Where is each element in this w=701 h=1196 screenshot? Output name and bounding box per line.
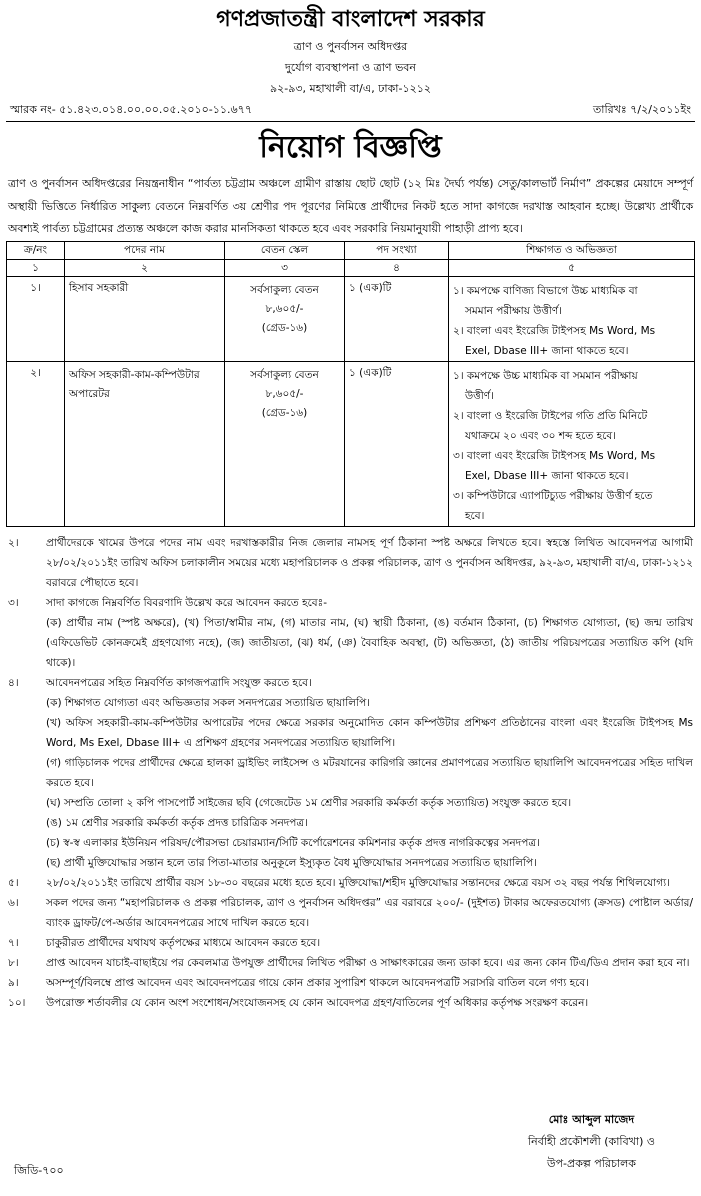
note-number: ৪। [8, 676, 19, 689]
intro-paragraph: ত্রাণ ও পুনর্বাসন অধিদপ্তরের নিয়ন্ত্রনাধীন “পার্বত্য চট্টগ্রাম অঞ্চলে গ্রামীণ রাস্তায় ছোট ছোট (১২ মিঃ দৈর্ঘ্য পর্যন্ত) সেতু/কালভার্ট নির্মাণ” প্রকল্পের মেয়াদে সম্পূর্ণ অস্থায়ী ভিত্তিতে নির্ধারিত সাকুল্য বেতনে নিম্নবর্ণিত ৩য় শ্রেণীর পদ পূরণের নিমিত্তে প্রার্থীদের নিকট হতে সাদা কাগজে দরখাস্ত আহবান হচ্ছে। উল্লেখ্য প্রার্থীকে অবশ্যই পার্বত্য চট্টগ্রামের প্রত্যন্ত অঞ্চলে কাজ করার মানসিকতা থাকতে হবে এবং সরকারি নিয়মানুযায়ী পাহাড়ী প্রাপ্য হবে। [8, 177, 693, 235]
qualification-line: যথাক্রমে ২০ এবং ৩০ শব্দ হতে হবে। [465, 429, 616, 442]
posts-table [6, 241, 695, 527]
column-number: ৪ [345, 259, 449, 276]
note-text: (ঙ) ১ম শ্রেণীর সরকারি কর্মকর্তা কর্তৃক প্রদত্ত চারিত্রিক সনদপত্র। [46, 816, 308, 829]
qualification-line: Exel, Dbase III+ জানা থাকতে হবে। [465, 469, 629, 482]
list-item [6, 973, 695, 993]
note-text: (গ) গাড়িচালক পদের প্রার্থীদের ক্ষেত্রে হালকা ড্রাইভিং লাইসেন্স ও মটরযানের কারিগরি জ্ঞানের প্রমাণপত্রের সত্যায়িত ছায়ালিপি আবেদনপত্রের সহিত দাখিল করতে হবে। [46, 756, 693, 789]
table-header-row [7, 241, 695, 259]
list-item [6, 593, 695, 673]
note-text: সাদা কাগজে নিম্নবর্ণিত বিবরণাদি উল্লেখ করে আবেদন করতে হবেঃ- [46, 596, 328, 609]
list-item [6, 953, 695, 973]
note-number: ৫। [8, 876, 19, 889]
note-text: উপরোক্ত শর্তাবলীর যে কোন অংশ সংশোধন/সংযোজনসহ যে কোন আবেদপত্র গ্রহণ/বাতিলের পূর্ণ অধিকার কর্তৃপক্ষ সংরক্ষণ করেন। [46, 996, 589, 1009]
list-item [6, 993, 695, 1013]
salary-label: সর্বসাকুল্য বেতন [250, 283, 319, 296]
salary-grade: (গ্রেড-১৬) [261, 406, 308, 419]
list-item [6, 933, 695, 953]
government-title: গণপ্রজাতন্ত্রী বাংলাদেশ সরকার [216, 7, 485, 32]
row-salary [225, 276, 345, 361]
row-salary [225, 361, 345, 526]
note-body [46, 933, 695, 953]
notice-title: নিয়োগ বিজ্ঞপ্তি [259, 130, 442, 165]
note-text: (ছ) প্রার্থী মুক্তিযোদ্ধার সন্তান হলে তার পিতা-মাতার অনুকূলে ইস্যুকৃত বৈধ মুক্তিযোদ্ধার সনদপত্রের সত্যায়িত ছায়ালিপি। [46, 856, 537, 869]
note-text: প্রার্থীদেরকে খামের উপরে পদের নাম এবং দরখাস্তকারীর নিজ জেলার নামসহ পূর্ণ ঠিকানা স্পষ্ট অক্ষরে লিখতে হবে। স্বহস্তে লিখিত আবেদনপত্র আগামী ২৮/০২/২০১১ইং তারিখ অফিস চলাকালীন সময়ের মধ্যে মহাপরিচালক ও প্রকল্প পরিচালক, ত্রাণ ও পুনর্বাসন অধিদপ্তর, ৯২-৯৩, মহাখালী বা/এ, ঢাকা-১২১২ বরাবরে পৌছাতে হবে। [46, 536, 693, 589]
row-post-count: ১ (এক)টি [345, 276, 449, 361]
row-qualification [449, 361, 695, 526]
qualification-line: Exel, Dbase III+ জানা থাকতে হবে। [465, 344, 629, 357]
note-text: (ঘ) সম্প্রতি তোলা ২ কপি পাসপোর্ট সাইজের ছবি (গেজেটেড ১ম শ্রেণীর সরকারি কর্মকর্তা কর্তৃক সত্যায়িত) সংযুক্ত করতে হবে। [46, 796, 572, 809]
header-divider [6, 121, 695, 122]
note-number: ৩। [8, 596, 19, 609]
signature-block [528, 1109, 655, 1175]
note-number: ২। [8, 536, 19, 549]
row-post-name: হিসাব সহকারী [65, 276, 225, 361]
note-body [46, 893, 695, 933]
column-number-row [7, 259, 695, 276]
list-item [6, 533, 695, 593]
note-body [46, 673, 695, 873]
qualification-line: উত্তীর্ণ। [465, 389, 494, 402]
note-body [46, 993, 695, 1013]
header-serial: ক্র/নং [7, 241, 65, 259]
qualification-line: ১। কমপক্ষে বাণিজ্য বিভাগে উচ্চ মাধ্যমিক বা [453, 284, 638, 297]
note-text: চাকুরীরত প্রার্থীদের যথাযথ কর্তৃপক্ষের মাধ্যমে আবেদন করতে হবে। [46, 936, 321, 949]
note-body [46, 873, 695, 893]
qualification-line: ১। কমপক্ষে উচ্চ মাধ্যমিক বা সমমান পরীক্ষায় [453, 369, 638, 382]
note-number: ৮। [8, 956, 19, 969]
note-number: ৯। [8, 976, 19, 989]
note-text: (চ) স্ব-স্ব এলাকার ইউনিয়ন পরিষদ/পৌরসভা চেয়ারম্যান/সিটি কর্পোরেশনের কমিশনার কর্তৃক প্রদত্ত নাগরিকত্বের সনদপত্র। [46, 836, 540, 849]
note-body [46, 973, 695, 993]
note-text: অসম্পূর্ণ/বিলম্বে প্রাপ্ত আবেদন এবং আবেদনপত্রের গায়ে কোন প্রকার সুপারিশ থাকলে আবেদনপত্রটি সরাসরি বাতিল বলে গণ্য হবে। [46, 976, 589, 989]
qualification-line: ৩। কম্পিউটারে এ্যাপটিচ্যুড পরীক্ষায় উত্তীর্ণ হতে [453, 489, 653, 502]
reference-row [6, 100, 695, 120]
salary-amount: ৮,৬০৫/- [265, 302, 304, 315]
building-name: দুর্যোগ ব্যবস্থাপনা ও ত্রাণ ভবন [285, 61, 416, 74]
qualification-line: ২। বাংলা ও ইংরেজি টাইপের গতি প্রতি মিনিটে [453, 409, 648, 422]
note-text: (খ) অফিস সহকারী-কাম-কম্পিউটার অপারেটর পদের ক্ষেত্রে সরকার অনুমোদিত কোন কম্পিউটার প্রশিক্ষণ প্রতিষ্ঠানের বাংলা এবং ইংরেজি টাইপসহ Ms Word, Ms Exel, Dbase III+ এ প্রশিক্ষণ গ্রহণের সনদপত্রের সত্যায়িত ছায়ালিপি। [46, 716, 693, 749]
row-serial: ১। [7, 276, 65, 361]
row-post-count: ১ (এক)টি [345, 361, 449, 526]
note-text: সকল পদের জন্য “মহাপরিচালক ও প্রকল্প পরিচালক, ত্রাণ ও পুনর্বাসন অধিদপ্তর” এর বরাবরে ২০০/- (দুইশত) টাকার অফেরতযোগ্য (ক্রসড) পোষ্টাল অর্ডার/ব্যাংক ড্রাফট/পে-অর্ডার আবেদনপত্রের সাথে দাখিল করতে হবে। [46, 896, 693, 929]
column-number: ৫ [449, 259, 695, 276]
note-number: ৬। [8, 896, 19, 909]
note-number: ৭। [8, 936, 19, 949]
list-item [6, 873, 695, 893]
memo-number: স্মারক নং- ৫১.৪২৩.০১৪.০০.০০.০৫.২০১০-১১.৬৭৭ [10, 103, 252, 116]
salary-amount: ৮,৬০৫/- [265, 387, 304, 400]
note-body [46, 953, 695, 973]
qualification-line: হবে। [465, 509, 485, 522]
note-text: ২৮/০২/২০১১ইং তারিখে প্রার্থীর বয়স ১৮-৩০ বছরের মধ্যে হতে হবে। মুক্তিযোদ্ধা/শহীদ মুক্তিযোদ্ধার সন্তানদের ক্ষেত্রে বয়স ৩২ বছর পর্যন্ত শিথিলযোগ্য। [46, 876, 670, 889]
note-number: ১০। [8, 996, 26, 1009]
table-row [7, 276, 695, 361]
note-body [46, 533, 695, 593]
column-number: ২ [65, 259, 225, 276]
gd-number: জিডি-৭০০ [14, 1164, 64, 1177]
salary-label: সর্বসাকুল্য বেতন [250, 368, 319, 381]
signatory-designation: নির্বাহী প্রকৌশলী (কাবিখা) ও [527, 1135, 655, 1148]
row-post-name: অফিস সহকারী-কাম-কম্পিউটার অপারেটর [65, 361, 225, 526]
notice-page [0, 4, 701, 1196]
department-name: ত্রাণ ও পুনর্বাসন অধিদপ্তর [293, 40, 408, 53]
row-serial: ২। [7, 361, 65, 526]
issue-date: তারিখঃ ৭/২/২০১১ইং [593, 103, 691, 116]
note-text: প্রাপ্ত আবেদন যাচাই-বাছাইয়ে পর কেবলমাত্র উপযুক্ত প্রার্থীদের লিখিত পরীক্ষা ও সাক্ষাৎকারের জন্য ডাকা হবে। এর জন্য কোন টিএ/ডিএ প্রদান করা হবে না। [46, 956, 690, 969]
row-qualification [449, 276, 695, 361]
office-address: ৯২-৯৩, মহাখালী বা/এ, ঢাকা-১২১২ [269, 82, 432, 95]
header-qualification: শিক্ষাগত ও অভিজ্ঞতা [449, 241, 695, 259]
list-item [6, 673, 695, 873]
note-text: (ক) শিক্ষাগত যোগ্যতা এবং অভিজ্ঞতার সকল সনদপত্রের সত্যায়িত ছায়ালিপি। [46, 696, 370, 709]
list-item [6, 893, 695, 933]
note-text: (ক) প্রার্থীর নাম (স্পষ্ট অক্ষরে), (খ) পিতা/স্বামীর নাম, (গ) মাতার নাম, (ঘ) স্থায়ী ঠিকানা, (ঙ) বর্তমান ঠিকানা, (চ) শিক্ষাগত যোগ্যতা, (ছ) জন্ম তারিখ (এফিডেভিট কোনক্রমেই গ্রহণযোগ্য নহে), (জ) জাতীয়তা, (ঝ) ধর্ম, (ঞ) বৈবাহিক অবস্থা, (ট) অভিজ্ঞতা, (ঠ) জাতীয় পরিচয়পত্রের সত্যায়িত কপি (যদি থাকে)। [46, 616, 693, 669]
qualification-line: ৩। বাংলা এবং ইংরেজি টাইপসহ Ms Word, Ms [453, 449, 656, 462]
note-body [46, 593, 695, 673]
qualification-line: সমমান পরীক্ষায় উত্তীর্ণ। [465, 304, 563, 317]
table-row [7, 361, 695, 526]
note-text: আবেদনপত্রের সহিত নিম্নবর্ণিত কাগজপত্রাদি সংযুক্ত করতে হবে। [46, 676, 312, 689]
signatory-designation: উপ-প্রকল্প পরিচালক [547, 1157, 636, 1170]
header-count: পদ সংখ্যা [345, 241, 449, 259]
column-number: ১ [7, 259, 65, 276]
signatory-name: মোঃ আব্দুল মাজেদ [548, 1113, 635, 1126]
salary-grade: (গ্রেড-১৬) [261, 321, 308, 334]
column-number: ৩ [225, 259, 345, 276]
header-salary: বেতন স্কেল [225, 241, 345, 259]
notes-section [6, 533, 695, 1013]
qualification-line: ২। বাংলা এবং ইংরেজি টাইপসহ Ms Word, Ms [453, 324, 656, 337]
header-post: পদের নাম [65, 241, 225, 259]
